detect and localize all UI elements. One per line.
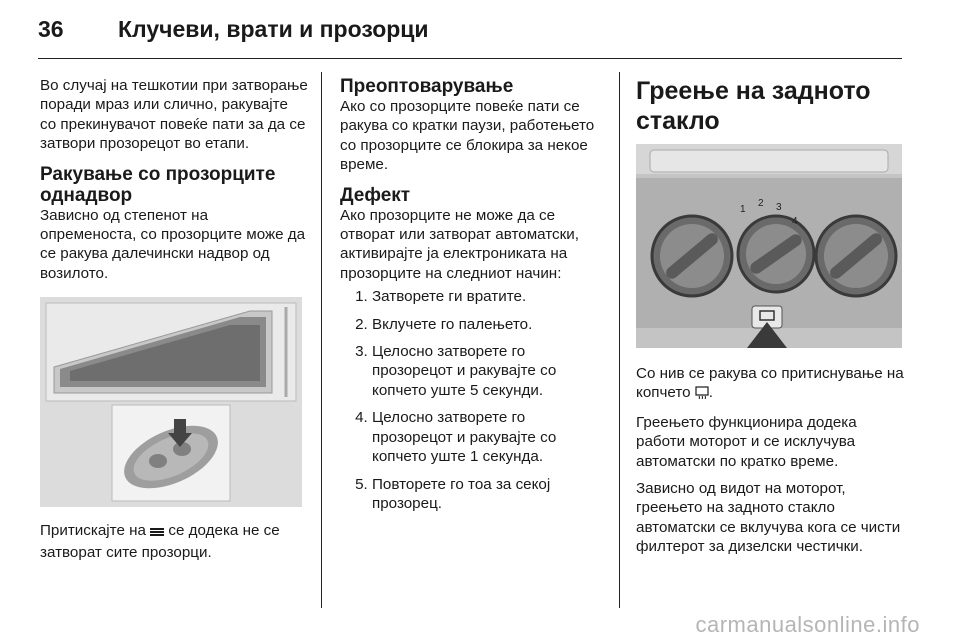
- section-heading-fault: Дефект: [340, 184, 411, 206]
- section-heading-overload: Преоптоварување: [340, 76, 514, 97]
- column-2: [340, 76, 606, 521]
- column-divider-1: [321, 72, 322, 608]
- knob-left-icon: [652, 216, 732, 296]
- section-heading-outside: Ракување со прозорците однадвор: [40, 163, 276, 206]
- key-fob-figure: [40, 297, 302, 507]
- svg-text:2: 2: [758, 198, 764, 209]
- list-item: 1. Затворете ги вратите.: [372, 287, 606, 306]
- section-heading-rear-window: Греење на задното стакло: [636, 77, 871, 135]
- svg-text:4: 4: [792, 216, 798, 227]
- knob-right-icon: [816, 216, 896, 296]
- watermark-text: carmanualsonline.info: [695, 612, 920, 637]
- close-windows-button-icon: [150, 523, 164, 542]
- caption-text-after: се додека не се затворат сите прозорци.: [40, 522, 280, 561]
- diesel-filter-paragraph: Зависно од видот на моторот, греењето на задното стакло автоматски се вклучува кога се чисти филтерот за дизелски честички.: [636, 480, 901, 556]
- outside-paragraph: Зависно од степенот на опременоста, со прозорците може да се ракува далечински надвор од возилото.: [40, 206, 306, 282]
- rear-window-text-before: Со нив се ракува со притиснување на копчето: [636, 365, 904, 402]
- heater-controls-figure: [636, 144, 902, 348]
- fault-paragraph: Ако прозорците не може да се отворат или затворат автоматски, активирајте ја електрониката на прозорците на следниот начин:: [340, 206, 580, 282]
- column-divider-2: [619, 72, 620, 608]
- list-item: 5. Повторете го тоа за секој прозорец.: [372, 475, 606, 514]
- knob-center-icon: [738, 216, 814, 292]
- key-fob-illustration: [40, 297, 302, 507]
- list-item: 2. Вклучете го палењето.: [372, 315, 606, 334]
- overload-paragraph: Ако со прозорците повеќе пати се ракува со кратки паузи, работењето со прозорците се блокира за некое време.: [340, 98, 595, 174]
- caption-paragraph: [40, 521, 308, 562]
- fault-steps-list: [340, 287, 606, 513]
- list-item: 3. Целосно затворете го прозорецот и ракувајте со копчето уште 5 секунди.: [372, 342, 606, 400]
- page-number: 36: [38, 16, 64, 42]
- heater-controls-illustration: [636, 144, 902, 348]
- page-title: Клучеви, врати и прозорци: [118, 16, 429, 42]
- heating-function-paragraph: Греењето функционира додека работи моторот и се исклучува автоматски по кратко време.: [636, 413, 857, 470]
- svg-text:1: 1: [740, 204, 746, 215]
- caption-text-before: Притискајте на: [40, 522, 151, 540]
- rear-window-button-paragraph: [636, 364, 908, 405]
- header-rule: [38, 58, 902, 59]
- list-item: 4. Целосно затворете го прозорецот и ракувајте со копчето уште 1 секунда.: [372, 408, 606, 466]
- rear-window-text-after: .: [708, 384, 714, 402]
- column-3: [636, 76, 908, 565]
- column-1: [40, 76, 308, 570]
- intro-paragraph: Во случај на тешкотии при затворање поради мраз или слично, ракувајте со прекинувачот повеќе пати за да се затвори прозорецот во етапи.: [40, 77, 308, 153]
- rear-window-heater-icon: [695, 385, 709, 404]
- svg-text:3: 3: [776, 202, 782, 213]
